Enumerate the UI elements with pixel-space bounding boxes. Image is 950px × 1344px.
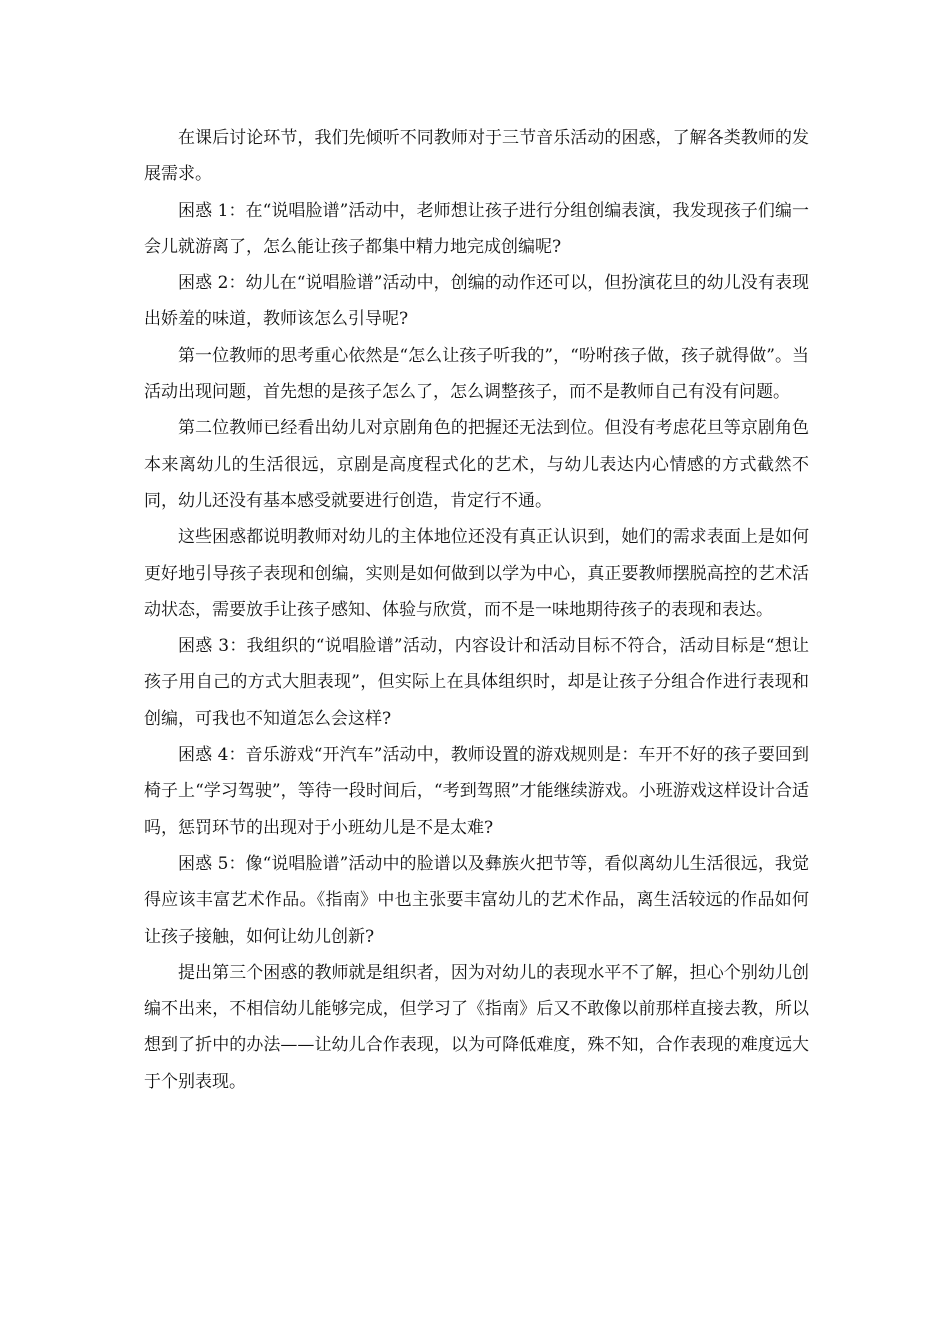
paragraph-summary: 这些困惑都说明教师对幼儿的主体地位还没有真正认识到，她们的需求表面上是如何更好地引导孩子表现和创编，实则是如何做到以学为中心，真正要教师摆脱高控的艺术活动状态，需要放手让孩子感知、体验与欣赏，而不是一味地期待孩子的表现和表达。 — [144, 527, 809, 620]
paragraph-intro: 在课后讨论环节，我们先倾听不同教师对于三节音乐活动的困惑，了解各类教师的发展需求。 — [144, 128, 809, 185]
paragraph-analysis-teacher-1: 第一位教师的思考重心依然是“怎么让孩子听我的”，“吩咐孩子做，孩子就得做”。当活动出现问题，首先想的是孩子怎么了，怎么调整孩子，而不是教师自己有没有问题。 — [144, 345, 809, 403]
paragraph-analysis-teacher-3: 提出第三个困惑的教师就是组织者，因为对幼儿的表现水平不了解，担心个别幼儿创编不出来，不相信幼儿能够完成，但学习了《指南》后又不敢像以前那样直接去教，所以想到了折中的办法——让幼儿合作表现，以为可降低难度，殊不知，合作表现的难度远大于个别表现。 — [144, 962, 809, 1092]
paragraph-analysis-teacher-2: 第二位教师已经看出幼儿对京剧角色的把握还无法到位。但没有考虑花旦等京剧角色本来离幼儿的生活很远，京剧是高度程式化的艺术，与幼儿表达内心情感的方式截然不同，幼儿还没有基本感受就要进行创造，肯定行不通。 — [144, 418, 809, 511]
paragraph-question-4: 困惑 4：音乐游戏“开汽车”活动中，教师设置的游戏规则是：车开不好的孩子要回到椅子上“学习驾驶”，等待一段时间后，“考到驾照”才能继续游戏。小班游戏这样设计合适吗，惩罚环节的出现对于小班幼儿是不是太难? — [144, 745, 809, 838]
paragraph-question-2: 困惑 2：幼儿在“说唱脸谱”活动中，创编的动作还可以，但扮演花旦的幼儿没有表现出娇羞的味道，教师该怎么引导呢? — [144, 273, 809, 330]
paragraph-question-3: 困惑 3：我组织的“说唱脸谱”活动，内容设计和活动目标不符合，活动目标是“想让孩子用自己的方式大胆表现”，但实际上在具体组织时，却是让孩子分组合作进行表现和创编，可我也不知道怎么会这样? — [144, 636, 809, 729]
paragraph-question-1: 困惑 1：在“说唱脸谱”活动中，老师想让孩子进行分组创编表演，我发现孩子们编一会儿就游离了，怎么能让孩子都集中精力地完成创编呢? — [144, 200, 809, 257]
paragraph-question-5: 困惑 5：像“说唱脸谱”活动中的脸谱以及彝族火把节等，看似离幼儿生活很远，我觉得应该丰富艺术作品。《指南》中也主张要丰富幼儿的艺术作品，离生活较远的作品如何让孩子接触，如何让幼儿创新? — [144, 853, 809, 947]
document-body — [144, 120, 809, 1100]
